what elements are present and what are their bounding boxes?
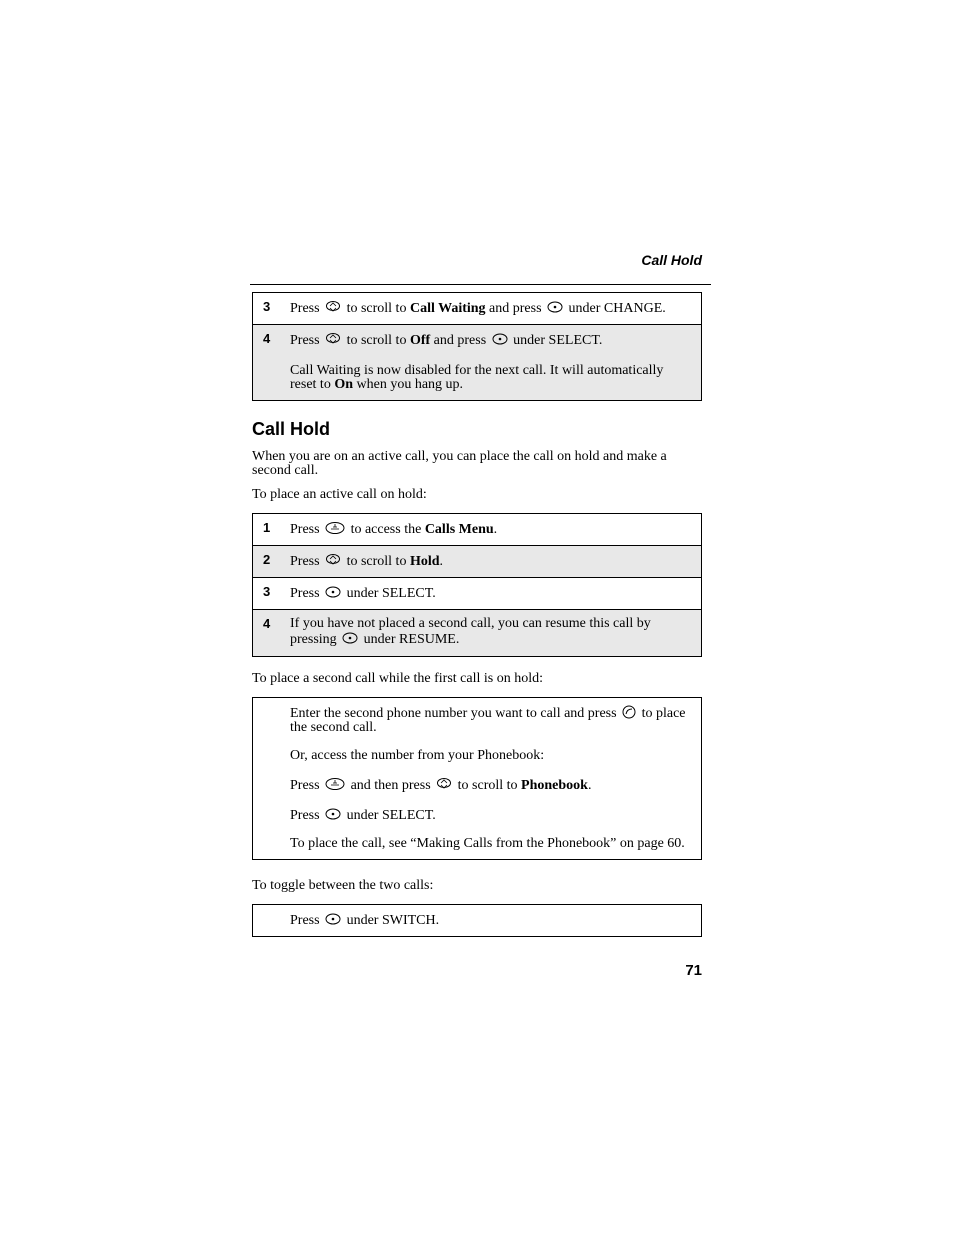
step-number: 2 <box>263 552 271 567</box>
soft-key-icon <box>325 807 341 821</box>
step-text: Press to scroll to Call Waiting and press under CHANGE. <box>290 301 666 316</box>
step-row <box>253 609 701 656</box>
step-number: 3 <box>263 584 271 599</box>
lead-paragraph: To toggle between the two calls: <box>252 878 434 893</box>
section-heading: Call Hold <box>252 419 331 439</box>
step-row <box>253 324 701 400</box>
step-text: Press to access the Calls Menu. <box>290 522 498 537</box>
step-text: Press under SELECT. <box>290 586 436 601</box>
menu-key-icon <box>325 521 345 535</box>
intro-paragraph: When you are on an active call, you can place the call on hold and make a second call. <box>252 449 667 478</box>
running-header: Call Hold <box>641 252 702 268</box>
steps-table-call-waiting <box>252 292 702 401</box>
step-row <box>253 514 701 545</box>
step-number: 4 <box>263 616 271 631</box>
step-text: Press to scroll to Off and press under SELECT. Call Waiting is now disabled for the next call. It will automatically reset to On when you hang up. <box>290 333 664 392</box>
scroll-key-icon <box>325 300 341 314</box>
step-text: Press to scroll to Hold. <box>290 554 444 569</box>
instruction-box-switch <box>252 904 702 937</box>
step-number: 3 <box>263 299 271 314</box>
soft-key-icon <box>325 585 341 599</box>
scroll-key-icon <box>325 332 341 346</box>
instruction-text: Press under SWITCH. <box>290 913 440 928</box>
lead-paragraph: To place an active call on hold: <box>252 487 427 502</box>
instruction-text: Enter the second phone number you want to call and press to place the second call. Or, access the number from your Phonebook: Press and then press to scroll to Phonebook. Press under SELECT. To place the call, see “Making Calls from the Phonebook” on page 60. <box>290 706 686 851</box>
step-number: 4 <box>263 331 271 346</box>
instruction-box-second-call <box>252 697 702 860</box>
send-key-icon <box>622 705 636 719</box>
soft-key-icon <box>342 631 358 645</box>
scroll-key-icon <box>325 553 341 567</box>
step-row <box>253 577 701 609</box>
lead-paragraph: To place a second call while the first call is on hold: <box>252 671 543 686</box>
steps-table-call-hold <box>252 513 702 657</box>
instruction-row <box>253 698 701 859</box>
step-text: If you have not placed a second call, you can resume this call by pressing under RESUME. <box>290 616 651 647</box>
menu-key-icon <box>325 777 345 791</box>
step-row <box>253 293 701 324</box>
scroll-key-icon <box>436 777 452 791</box>
soft-key-icon <box>492 332 508 346</box>
step-row <box>253 545 701 577</box>
soft-key-icon <box>547 300 563 314</box>
soft-key-icon <box>325 912 341 926</box>
instruction-row <box>253 905 701 936</box>
page-number: 71 <box>685 962 702 979</box>
step-number: 1 <box>263 520 271 535</box>
header-rule <box>250 284 711 285</box>
